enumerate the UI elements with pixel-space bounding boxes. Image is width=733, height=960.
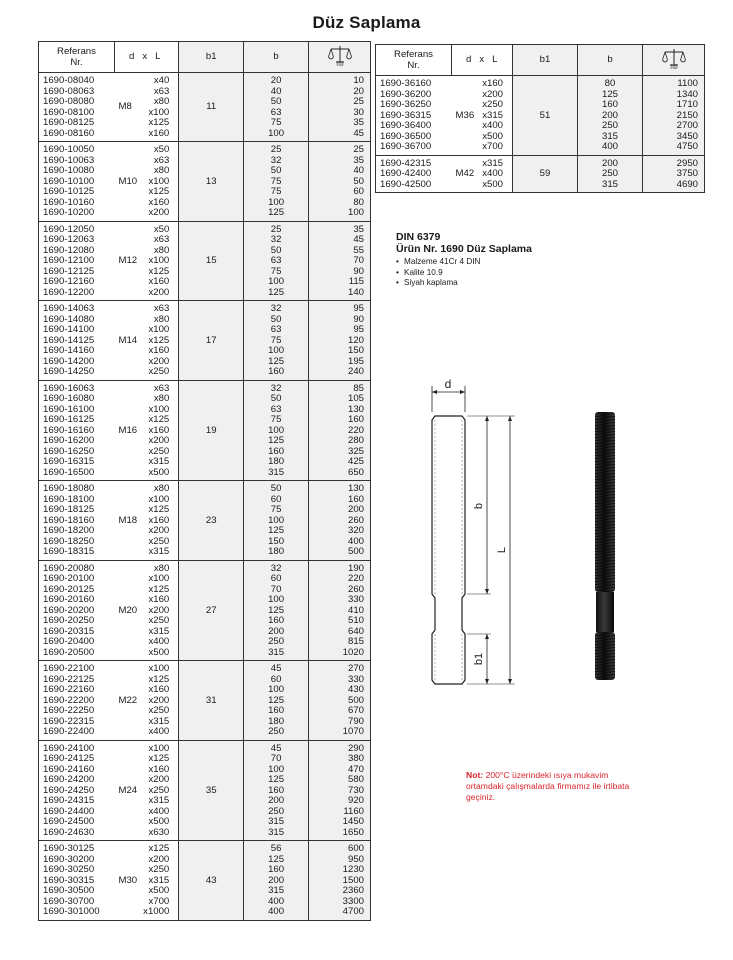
label-d: d [444, 377, 452, 391]
thread-size-cell: M42 [452, 155, 479, 193]
b-cell: 32 50 63 75 100 125 160 [244, 301, 309, 381]
header-b1: b1 [513, 45, 578, 76]
weight-cell: 130 160 200 260 320 400 500 [309, 481, 371, 561]
ref-cell: 1690-14063 1690-14080 1690-14100 1690-14125 1690-14160 1690-14200 1690-14250 [39, 301, 115, 381]
ref-cell: 1690-24100 1690-24125 1690-24160 1690-24200 1690-24250 1690-24315 1690-24400 1690-24500 1690-24630 [39, 740, 115, 841]
thread-size-cell: M24 [114, 740, 140, 841]
label-l: L [496, 546, 508, 554]
table-row [39, 73, 371, 142]
stud-photo [585, 412, 625, 682]
length-cell: x100 x125 x160 x200 x250 x315 x400 x500 x630 [140, 740, 179, 841]
thread-size-cell: M12 [114, 221, 140, 301]
header-b1: b1 [179, 42, 244, 73]
header-b: b [578, 45, 643, 76]
ref-cell: 1690-18080 1690-18100 1690-18125 1690-18160 1690-18200 1690-18250 1690-18315 [39, 481, 115, 561]
weight-cell: 290 380 470 580 730 920 1160 1450 1650 [309, 740, 371, 841]
scale-icon [662, 47, 686, 69]
b-cell: 200 250 315 [578, 155, 643, 193]
product-title: Ürün Nr. 1690 Düz Saplama [396, 243, 532, 255]
weight-cell: 190 220 260 330 410 510 640 815 1020 [309, 560, 371, 661]
header-ref-line2: Nr. [407, 60, 420, 71]
weight-cell: 1100 1340 1710 2150 2700 3450 4750 [643, 76, 705, 156]
header-x: x [142, 50, 148, 62]
length-cell: x100 x125 x160 x200 x250 x315 x400 [140, 661, 179, 741]
header-x: x [479, 53, 485, 65]
header-ref [39, 42, 115, 73]
b-cell: 32 50 63 75 100 125 160 180 315 [244, 380, 309, 481]
spec-bullets [396, 257, 532, 289]
header-d: d [128, 50, 135, 62]
table-row [39, 142, 371, 222]
thread-size-cell: M8 [114, 73, 140, 142]
bullet-coating: • Siyah kaplama [396, 278, 532, 289]
b-cell: 32 60 70 100 125 160 200 250 315 [244, 560, 309, 661]
b-cell: 56 125 160 200 315 400 400 [244, 841, 309, 921]
header-b: b [244, 42, 309, 73]
table-row [39, 740, 371, 841]
weight-cell: 35 45 55 70 90 115 140 [309, 221, 371, 301]
table-row [39, 481, 371, 561]
note-text: 200°C üzerindeki ısıya mukavim ortamdaki çalışmalarda firmamız ile irtibata geçiniz. [466, 770, 630, 802]
bullet-grade: • Kalite 10.9 [396, 268, 532, 279]
ref-cell: 1690-10050 1690-10063 1690-10080 1690-10100 1690-10125 1690-10160 1690-10200 [39, 142, 115, 222]
b1-cell: 31 [179, 661, 244, 741]
b-cell: 25 32 50 75 75 100 125 [244, 142, 309, 222]
header-l: L [155, 50, 161, 62]
b1-cell: 11 [179, 73, 244, 142]
b-cell: 50 60 75 100 125 150 180 [244, 481, 309, 561]
weight-cell: 85 105 130 160 220 280 325 425 650 [309, 380, 371, 481]
ref-cell: 1690-22100 1690-22125 1690-22160 1690-22200 1690-22250 1690-22315 1690-22400 [39, 661, 115, 741]
weight-cell: 270 330 430 500 670 790 1070 [309, 661, 371, 741]
weight-cell: 2950 3750 4690 [643, 155, 705, 193]
thread-size-cell: M36 [452, 76, 479, 156]
table-row [39, 560, 371, 661]
weight-cell: 600 950 1230 1500 2360 3300 4700 [309, 841, 371, 921]
stud-thread-upper [595, 412, 615, 592]
ref-cell: 1690-16063 1690-16080 1690-16100 1690-16125 1690-16160 1690-16200 1690-16250 1690-16315 1690-16500 [39, 380, 115, 481]
stud-shank [596, 592, 614, 632]
length-cell: x160 x200 x250 x315 x400 x500 x700 [478, 76, 512, 156]
table-row [376, 76, 705, 156]
thread-size-cell: M18 [114, 481, 140, 561]
header-ref-line1: Referans [57, 46, 96, 57]
b1-cell: 59 [513, 155, 578, 193]
ref-cell: 1690-42315 1690-42400 1690-42500 [376, 155, 452, 193]
b-cell: 80 125 160 200 250 315 400 [578, 76, 643, 156]
left-spec-table [38, 41, 371, 921]
table-header [376, 45, 705, 76]
length-cell: x40 x63 x80 x100 x125 x160 [140, 73, 179, 142]
table-header [39, 42, 371, 73]
b1-cell: 43 [179, 841, 244, 921]
length-cell: x50 x63 x80 x100 x125 x160 x200 [140, 142, 179, 222]
b-cell: 25 32 50 63 75 100 125 [244, 221, 309, 301]
ref-cell: 1690-36160 1690-36200 1690-36250 1690-36315 1690-36400 1690-36500 1690-36700 [376, 76, 452, 156]
svg-text:(g): (g) [669, 64, 678, 70]
header-l: L [492, 53, 498, 65]
page-title: Düz Saplama [312, 13, 421, 32]
note-label: Not: [466, 770, 484, 780]
b1-cell: 23 [179, 481, 244, 561]
thread-size-cell: M16 [114, 380, 140, 481]
length-cell: x315 x400 x500 [478, 155, 512, 193]
weight-cell: 25 35 40 50 60 80 100 [309, 142, 371, 222]
ref-cell: 1690-12050 1690-12063 1690-12080 1690-12100 1690-12125 1690-12160 1690-12200 [39, 221, 115, 301]
length-cell: x80 x100 x125 x160 x200 x250 x315 [140, 481, 179, 561]
label-b1: b1 [473, 652, 485, 666]
b1-cell: 15 [179, 221, 244, 301]
svg-text:(g): (g) [335, 61, 344, 67]
ref-cell: 1690-08040 1690-08063 1690-08080 1690-08100 1690-08125 1690-08160 [39, 73, 115, 142]
header-weight [643, 45, 705, 76]
thread-size-cell: M20 [114, 560, 140, 661]
stud-thread-lower [595, 632, 615, 680]
length-cell: x125 x200 x250 x315 x500 x700 x1000 [140, 841, 179, 921]
weight-cell: 10 20 25 30 35 45 [309, 73, 371, 142]
table-row [39, 301, 371, 381]
header-dxl [114, 42, 178, 73]
b1-cell: 19 [179, 380, 244, 481]
table-row [39, 221, 371, 301]
weight-cell: 95 90 95 120 150 195 240 [309, 301, 371, 381]
header-weight [309, 42, 371, 73]
thread-size-cell: M14 [114, 301, 140, 381]
header-ref [376, 45, 452, 76]
stud-outline [432, 416, 465, 684]
b1-cell: 17 [179, 301, 244, 381]
b1-cell: 27 [179, 560, 244, 661]
thread-size-cell: M10 [114, 142, 140, 222]
warning-note [466, 770, 646, 803]
table-row [39, 661, 371, 741]
b-cell: 45 70 100 125 160 200 250 315 315 [244, 740, 309, 841]
b1-cell: 13 [179, 142, 244, 222]
ref-cell: 1690-20080 1690-20100 1690-20125 1690-20160 1690-20200 1690-20250 1690-20315 1690-20400 1690-20500 [39, 560, 115, 661]
scale-icon [328, 44, 352, 66]
b1-cell: 35 [179, 740, 244, 841]
table-row [376, 155, 705, 193]
header-ref-line1: Referans [394, 49, 433, 60]
thread-size-cell: M30 [114, 841, 140, 921]
length-cell: x80 x100 x125 x160 x200 x250 x315 x400 x500 [140, 560, 179, 661]
ref-cell: 1690-30125 1690-30200 1690-30250 1690-30315 1690-30500 1690-30700 1690-301000 [39, 841, 115, 921]
stud-technical-drawing [415, 372, 530, 690]
length-cell: x63 x80 x100 x125 x160 x200 x250 x315 x500 [140, 380, 179, 481]
right-spec-table [375, 44, 705, 193]
length-cell: x63 x80 x100 x125 x160 x200 x250 [140, 301, 179, 381]
header-dxl [452, 45, 513, 76]
header-d: d [466, 53, 472, 65]
product-info [396, 231, 532, 289]
thread-size-cell: M22 [114, 661, 140, 741]
b-cell: 45 60 100 125 160 180 250 [244, 661, 309, 741]
label-b: b [473, 502, 485, 510]
table-row [39, 380, 371, 481]
header-ref-line2: Nr. [70, 57, 83, 68]
bullet-material: • Malzeme 41Cr 4 DIN [396, 257, 532, 268]
b-cell: 20 40 50 63 75 100 [244, 73, 309, 142]
length-cell: x50 x63 x80 x100 x125 x160 x200 [140, 221, 179, 301]
table-row [39, 841, 371, 921]
standard-title: DIN 6379 [396, 231, 441, 243]
b1-cell: 51 [513, 76, 578, 156]
